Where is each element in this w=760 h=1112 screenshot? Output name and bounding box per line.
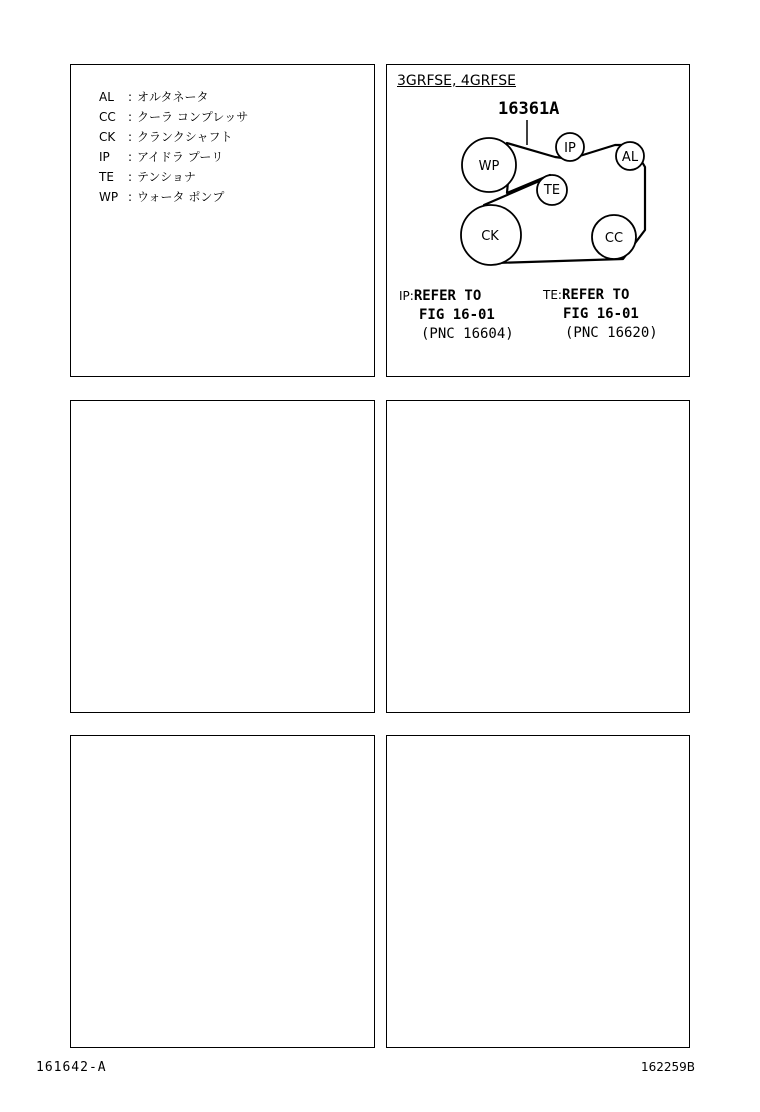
legend-item-name: クーラ コンプレッサ <box>137 110 249 124</box>
pulley-label-cc: CC <box>604 231 624 246</box>
part-number-label: 16361A <box>498 99 560 119</box>
legend-item: TE : テンショナ <box>99 167 248 187</box>
pulley-label-ck: CK <box>481 229 499 244</box>
empty-panel <box>386 400 690 713</box>
legend-item-name: クランクシャフト <box>137 130 233 144</box>
pulley-label-al: AL <box>621 150 639 165</box>
legend-item: WP : ウォータ ポンプ <box>99 187 248 207</box>
figure-code-left: 161642-A <box>36 1060 107 1075</box>
belt-diagram-panel <box>386 64 690 377</box>
legend-item: CK : クランクシャフト <box>99 127 248 147</box>
engine-model-label: 3GRFSE, 4GRFSE <box>397 73 516 89</box>
pulley-label-wp: WP <box>478 159 500 174</box>
empty-panel <box>70 400 375 713</box>
note-tensioner: TE:REFER TO FIG 16-01 (PNC 16620) <box>543 287 658 341</box>
pulley-label-te: TE <box>543 183 561 198</box>
legend-item-name: オルタネータ <box>137 90 209 104</box>
legend-item-name: テンショナ <box>137 170 196 184</box>
empty-panel <box>386 735 690 1048</box>
legend-item: AL : オルタネータ <box>99 87 248 107</box>
legend-item: CC : クーラ コンプレッサ <box>99 107 248 127</box>
pulley-label-ip: IP <box>564 141 576 156</box>
legend-item-name: ウォータ ポンプ <box>137 190 225 204</box>
legend-panel <box>70 64 375 377</box>
legend-list <box>99 87 248 207</box>
figure-code-right: 162259B <box>641 1060 696 1074</box>
legend-item-name: アイドラ プーリ <box>137 150 224 164</box>
legend-item: IP : アイドラ プーリ <box>99 147 248 167</box>
empty-panel <box>70 735 375 1048</box>
note-idler-pulley: IP:REFER TO FIG 16-01 (PNC 16604) <box>399 288 514 342</box>
